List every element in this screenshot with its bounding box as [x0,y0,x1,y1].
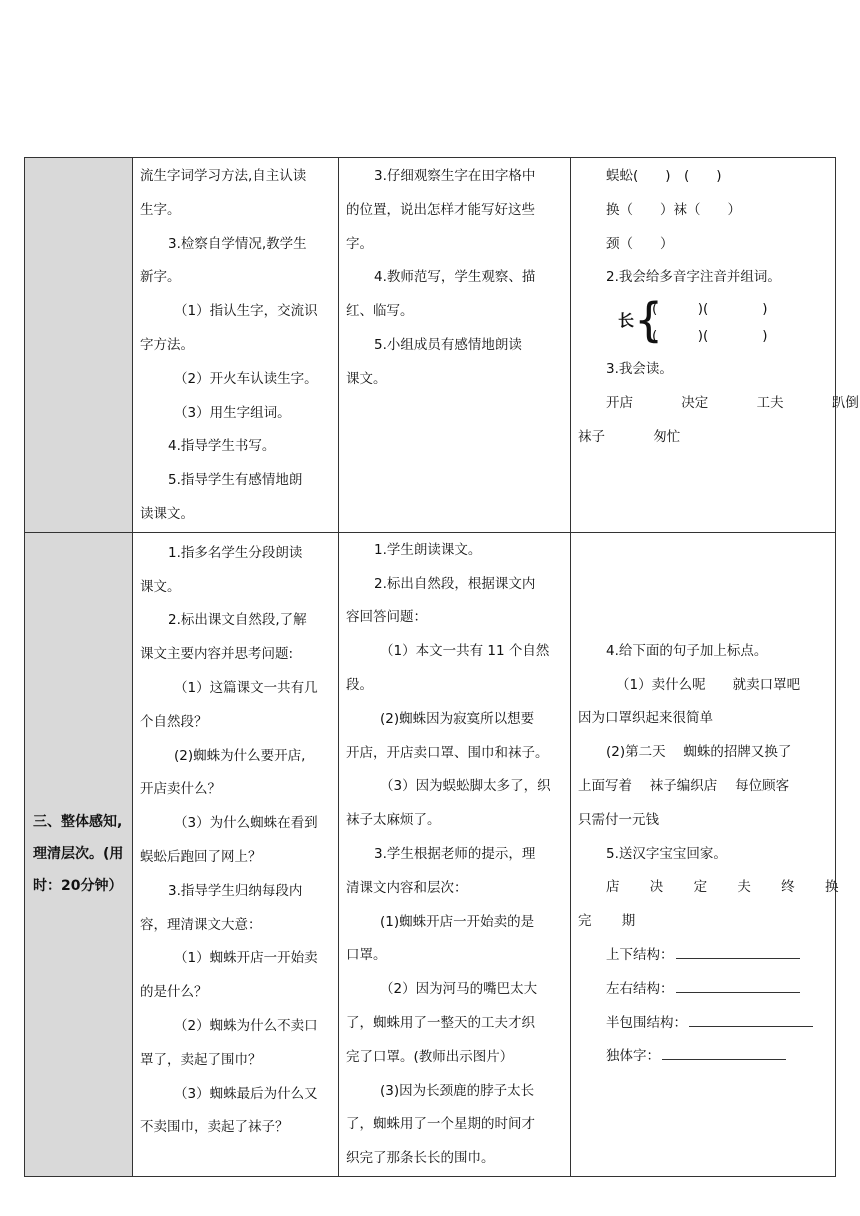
question-5: 5.送汉字宝宝回家。 [606,845,727,862]
question-2: 2.我会给多音字注音并组词。 [606,269,781,286]
text-line: 完了口罩。(教师出示图片） [346,1048,514,1065]
student-activity-cell [339,158,571,533]
char-list: 完 期 [578,913,636,930]
text-line: (2)蜘蛛为什么要开店, [174,747,306,764]
exercise-cell [571,532,839,1176]
text-line: （2）蜘蛛为什么不卖口 [174,1017,318,1034]
text-line: 因为口罩织起来很简单 [578,710,713,727]
stage-cell [25,158,133,533]
text-line: 换（ ）袜（ ） [606,201,741,218]
text-line: 只需付一元钱 [578,811,659,828]
text-line: 不卖围巾，卖起了袜子？ [140,1119,289,1136]
text-line: 的是什么？ [140,984,208,1001]
polyphone-blank-row: ( )( ) [652,328,768,345]
text-line: 字。 [346,235,373,252]
text-line: 蜈蚣后跑回了网上？ [140,848,262,865]
structure-row [578,939,829,973]
text-line: 开店卖什么？ [140,781,221,798]
text-line: 课文主要内容并思考问题: [140,646,294,663]
text-line: 流生字词学习方法,自主认读 [140,168,307,184]
text-line: 清课文内容和层次： [346,879,468,896]
text-line: 容回答问题： [346,609,427,626]
text-line: （2）因为河马的嘴巴太大 [380,981,538,998]
text-line: （3）蜘蛛最后为什么又 [174,1085,318,1102]
structure-row [578,1040,829,1074]
text-line: （3）因为蜈蚣脚太多了，织 [380,778,551,795]
text-line: 2.标出自然段，根据课文内 [374,575,536,592]
text-line: 了，蜘蛛用了一个星期的时间才 [346,1116,535,1133]
text-line: 5.指导学生有感情地朗 [168,472,303,489]
answer-blank [676,978,800,993]
text-line: 上面写着 袜子编织店 每位顾客 [578,777,790,794]
text-line: 3.检察自学情况,教学生 [168,235,307,252]
text-line: 生字。 [140,201,181,218]
lesson-plan-table [24,157,859,1177]
text-line: 字方法。 [140,336,194,353]
table-row [25,158,836,533]
stage-line: 时：20分钟） [33,878,123,895]
table-row [25,532,836,1176]
text-line: 袜子太麻烦了。 [346,812,441,829]
stage-line: 三、整体感知, [33,814,123,831]
text-line: (1)蜘蛛开店一开始卖的是 [380,913,535,930]
structure-row [578,973,829,1007]
text-line: 2.标出课文自然段,了解 [168,612,307,629]
structure-label: 左右结构： [606,980,674,997]
text-line: 袜子 匆忙 [578,428,681,445]
text-line: （3）为什么蜘蛛在看到 [174,815,318,832]
text-line: 红、临写。 [346,303,414,320]
text-line: 开店，开店卖口罩、围巾和袜子。 [346,744,549,761]
text-line: 织完了那条长长的围巾。 [346,1150,495,1167]
teacher-activity-cell [133,532,339,1176]
structure-label: 半包围结构： [606,1014,687,1031]
polyphone-char: 长 [618,311,635,331]
text-line: 3.指导学生归纳每段内 [168,882,303,899]
text-line: 3.学生根据老师的提示，理 [374,845,536,862]
text-line: 课文。 [346,370,387,387]
brace-icon: { [634,293,664,348]
text-line: (2)第二天 蜘蛛的招牌又换了 [606,744,792,761]
teacher-activity-cell [133,158,339,533]
char-list: 店 决 定 夫 终 换 [606,879,839,896]
text-line: 蜈蚣( ) ( ) [606,168,722,184]
text-line: （3）用生字组词。 [174,404,291,421]
text-line: （1）指认生字，交流识 [174,303,318,320]
text-line: （1）蜘蛛开店一开始卖 [174,950,318,967]
stage-cell [25,532,133,1176]
exercise-cell [571,158,859,533]
text-line: 个自然段？ [140,713,208,730]
text-line: 新字。 [140,269,181,286]
stage-line: 理清层次。(用 [33,846,124,863]
polyphone-group [578,295,829,353]
structure-row [578,1007,829,1041]
text-line: 开店 决定 工夫 趴倒 [606,394,859,411]
text-line: 4.教师范写，学生观察、描 [374,269,536,286]
text-line: 段。 [346,676,373,693]
text-line: 容，理清课文大意： [140,916,262,933]
text-line: （1）卖什么呢 就卖口罩吧 [616,676,801,693]
answer-blank [676,944,800,959]
answer-blank [662,1045,786,1060]
text-line: 课文。 [140,578,181,595]
text-line: （2）开火车认读生字。 [174,370,318,387]
question-3: 3.我会读。 [606,361,673,378]
student-activity-cell [339,532,571,1176]
text-line: 颈（ ） [606,235,674,252]
text-line: （1）本文一共有 11 个自然 [380,643,550,660]
text-line: 的位置，说出怎样才能写好这些 [346,201,535,218]
text-line: (3)因为长颈鹿的脖子太长 [380,1082,535,1099]
text-line: 了，蜘蛛用了一整天的工夫才织 [346,1014,535,1031]
text-line: 3.仔细观察生字在田字格中 [374,168,536,184]
text-line: 罩了，卖起了围巾？ [140,1051,262,1068]
answer-blank [689,1012,813,1027]
text-line: （1）这篇课文一共有几 [174,679,318,696]
text-line: 口罩。 [346,947,387,964]
structure-label: 独体字： [606,1048,660,1065]
polyphone-blank-row: ( )( ) [652,301,768,318]
structure-label: 上下结构： [606,946,674,963]
question-4: 4.给下面的句子加上标点。 [606,642,768,659]
text-line: 读课文。 [140,505,194,522]
text-line: 4.指导学生书写。 [168,438,276,455]
text-line: 5.小组成员有感情地朗读 [374,336,522,353]
text-line: 1.学生朗读课文。 [374,541,482,558]
text-line: (2)蜘蛛因为寂寞所以想要 [380,710,535,727]
text-line: 1.指多名学生分段朗读 [168,544,303,561]
